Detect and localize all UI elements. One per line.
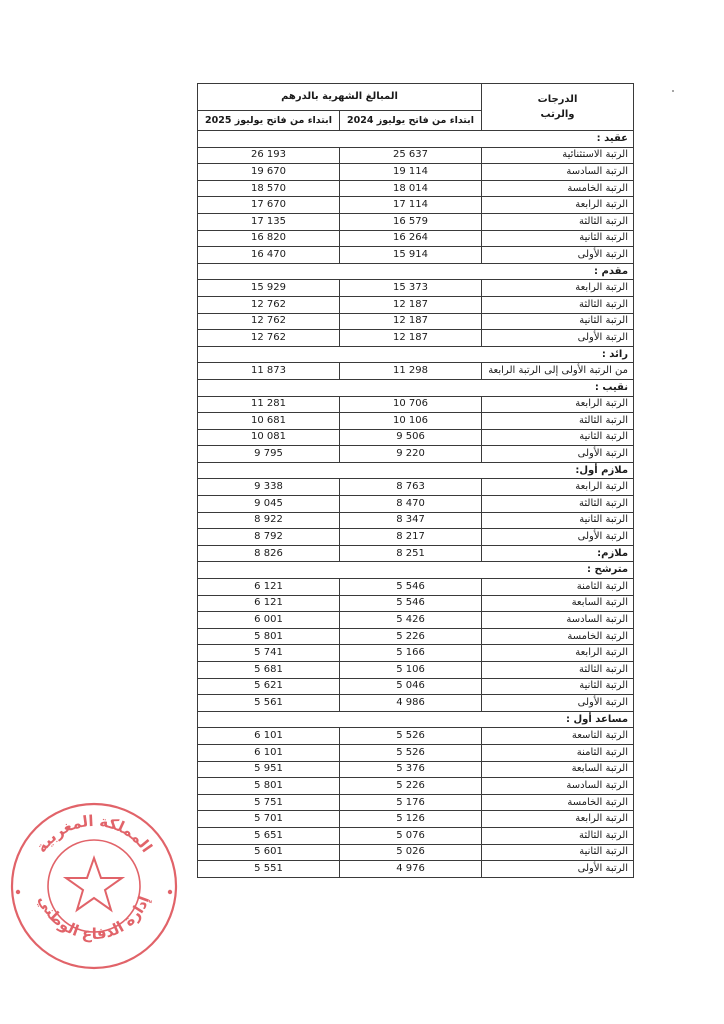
table-row (198, 695, 634, 712)
rank-label: الرتبة الرابعة (482, 645, 634, 662)
amount-2024: 5 526 (340, 744, 482, 761)
amount-2025: 10 081 (198, 429, 340, 446)
table-row (198, 545, 634, 562)
amount-2024: 5 026 (340, 844, 482, 861)
amount-2025: 12 762 (198, 330, 340, 347)
rank-label: الرتبة الثالثة (482, 496, 634, 513)
section-title: عقيد : (198, 131, 634, 148)
table-row (198, 180, 634, 197)
rank-label: الرتبة الأولى (482, 695, 634, 712)
section-header-row (198, 263, 634, 280)
rank-label: الرتبة السادسة (482, 612, 634, 629)
amount-2024: 25 637 (340, 147, 482, 164)
amount-2024: 15 373 (340, 280, 482, 297)
amount-2024: 8 217 (340, 529, 482, 546)
seal-top-text: المملكة المغربية (32, 811, 156, 856)
table-row (198, 728, 634, 745)
amount-2024: 5 226 (340, 778, 482, 795)
amount-2024: 5 046 (340, 678, 482, 695)
table-row (198, 296, 634, 313)
amount-2024: 4 986 (340, 695, 482, 712)
table-row (198, 429, 634, 446)
amount-2025: 5 551 (198, 861, 340, 878)
rank-label: الرتبة الرابعة (482, 197, 634, 214)
header-grades (482, 84, 634, 131)
table-row (198, 744, 634, 761)
amount-2024: 10 106 (340, 413, 482, 430)
amount-2025: 17 135 (198, 213, 340, 230)
amount-2024: 10 706 (340, 396, 482, 413)
table-row (198, 512, 634, 529)
rank-label: الرتبة الثامنة (482, 579, 634, 596)
section-title: مساعد أول : (198, 711, 634, 728)
amount-2025: 6 121 (198, 579, 340, 596)
rank-label: الرتبة الثانية (482, 429, 634, 446)
table-row (198, 247, 634, 264)
rank-label: الرتبة الرابعة (482, 280, 634, 297)
rank-label: الرتبة الثانية (482, 512, 634, 529)
seal-bottom-text: إدارة الدفاع الوطني (34, 892, 154, 944)
section-header-row (198, 346, 634, 363)
amount-2024: 12 187 (340, 296, 482, 313)
corner-mark (671, 78, 675, 82)
amount-2025: 8 922 (198, 512, 340, 529)
table-row (198, 628, 634, 645)
amount-2024: 9 220 (340, 446, 482, 463)
section-header-row (198, 131, 634, 148)
amount-2024: 8 470 (340, 496, 482, 513)
rank-label: الرتبة الثالثة (482, 296, 634, 313)
table-row (198, 213, 634, 230)
table-row (198, 313, 634, 330)
rank-label: الرتبة الأولى (482, 529, 634, 546)
section-title: رائد : (198, 346, 634, 363)
header-grade-line2: والرتب (540, 109, 575, 120)
table-row (198, 861, 634, 878)
star-seal-icon (66, 858, 122, 910)
amount-2025: 5 801 (198, 628, 340, 645)
amount-2025: 5 561 (198, 695, 340, 712)
amount-2025: 16 470 (198, 247, 340, 264)
table-row (198, 811, 634, 828)
rank-label: الرتبة الثامنة (482, 744, 634, 761)
amount-2025: 6 101 (198, 728, 340, 745)
amount-2024: 9 506 (340, 429, 482, 446)
rank-label: الرتبة الثالثة (482, 827, 634, 844)
table-row (198, 645, 634, 662)
table-row (198, 579, 634, 596)
rank-label: الرتبة الأولى (482, 446, 634, 463)
amount-2024: 4 976 (340, 861, 482, 878)
amount-2024: 5 166 (340, 645, 482, 662)
amount-2025: 10 681 (198, 413, 340, 430)
section-header-row (198, 711, 634, 728)
amount-2025: 26 193 (198, 147, 340, 164)
amount-2024: 11 298 (340, 363, 482, 380)
table-row (198, 363, 634, 380)
rank-label: الرتبة الثانية (482, 230, 634, 247)
rank-label: الرتبة الأولى (482, 247, 634, 264)
table-row (198, 147, 634, 164)
amount-2024: 16 264 (340, 230, 482, 247)
table-row (198, 396, 634, 413)
table-row (198, 761, 634, 778)
amount-2024: 8 347 (340, 512, 482, 529)
rank-label: الرتبة الخامسة (482, 180, 634, 197)
amount-2025: 5 601 (198, 844, 340, 861)
amount-2024: 12 187 (340, 313, 482, 330)
table-row (198, 612, 634, 629)
amount-2024: 5 546 (340, 579, 482, 596)
header-2025: ابتداء من فاتح يوليوز 2025 (198, 111, 340, 131)
amount-2025: 8 826 (198, 545, 340, 562)
amount-2024: 5 526 (340, 728, 482, 745)
table-row (198, 662, 634, 679)
amount-2024: 8 251 (340, 545, 482, 562)
amount-2025: 6 121 (198, 595, 340, 612)
amount-2024: 5 226 (340, 628, 482, 645)
section-title: مترشح : (198, 562, 634, 579)
section-header-row (198, 462, 634, 479)
amount-2025: 9 045 (198, 496, 340, 513)
amount-2024: 5 176 (340, 794, 482, 811)
table-row (198, 197, 634, 214)
amount-2025: 5 701 (198, 811, 340, 828)
amount-2024: 17 114 (340, 197, 482, 214)
amount-2025: 6 101 (198, 744, 340, 761)
table-body (198, 131, 634, 878)
rank-label: الرتبة السابعة (482, 761, 634, 778)
rank-label: الرتبة الثالثة (482, 662, 634, 679)
section-header-row (198, 379, 634, 396)
rank-label: الرتبة الخامسة (482, 628, 634, 645)
amount-2025: 5 741 (198, 645, 340, 662)
rank-label: الرتبة السادسة (482, 778, 634, 795)
amount-2025: 17 670 (198, 197, 340, 214)
amount-2025: 5 651 (198, 827, 340, 844)
rank-label: الرتبة الثانية (482, 844, 634, 861)
section-title: نقيب : (198, 379, 634, 396)
amount-2024: 19 114 (340, 164, 482, 181)
table-row (198, 827, 634, 844)
table-row (198, 280, 634, 297)
rank-label: الرتبة الثانية (482, 313, 634, 330)
table-row (198, 230, 634, 247)
table-row (198, 678, 634, 695)
section-header-row (198, 562, 634, 579)
section-title: ملازم أول: (198, 462, 634, 479)
amount-2025: 8 792 (198, 529, 340, 546)
amount-2024: 15 914 (340, 247, 482, 264)
rank-label: الرتبة الثالثة (482, 213, 634, 230)
table-row (198, 496, 634, 513)
amount-2025: 19 670 (198, 164, 340, 181)
official-seal (8, 800, 180, 972)
amount-2025: 5 801 (198, 778, 340, 795)
rank-label: الرتبة السادسة (482, 164, 634, 181)
table-row (198, 330, 634, 347)
header-amounts: المبالغ الشهرية بالدرهم (198, 84, 482, 111)
amount-2025: 5 951 (198, 761, 340, 778)
amount-2025: 16 820 (198, 230, 340, 247)
rank-label: الرتبة الأولى (482, 861, 634, 878)
seal-dot-right-icon (168, 890, 172, 894)
amount-2024: 5 126 (340, 811, 482, 828)
amount-2025: 9 338 (198, 479, 340, 496)
rank-label: الرتبة التاسعة (482, 728, 634, 745)
rank-label: الرتبة الاستثنائية (482, 147, 634, 164)
rank-label: الرتبة الرابعة (482, 396, 634, 413)
amount-2025: 11 281 (198, 396, 340, 413)
amount-2025: 15 929 (198, 280, 340, 297)
rank-label: الرتبة الأولى (482, 330, 634, 347)
table-row (198, 446, 634, 463)
amount-2024: 8 763 (340, 479, 482, 496)
amount-2024: 16 579 (340, 213, 482, 230)
amount-2024: 5 546 (340, 595, 482, 612)
seal-dot-left-icon (16, 890, 20, 894)
table-row (198, 794, 634, 811)
header-grade-line1: الدرجات (537, 94, 578, 105)
amount-2025: 12 762 (198, 296, 340, 313)
salary-table (197, 83, 634, 878)
amount-2025: 9 795 (198, 446, 340, 463)
amount-2025: 18 570 (198, 180, 340, 197)
amount-2025: 11 873 (198, 363, 340, 380)
amount-2025: 12 762 (198, 313, 340, 330)
rank-label: الرتبة الخامسة (482, 794, 634, 811)
table-row (198, 844, 634, 861)
table-row (198, 164, 634, 181)
amount-2025: 5 751 (198, 794, 340, 811)
amount-2024: 5 376 (340, 761, 482, 778)
rank-label: الرتبة الرابعة (482, 479, 634, 496)
amount-2025: 5 681 (198, 662, 340, 679)
amount-2024: 12 187 (340, 330, 482, 347)
amount-2024: 5 076 (340, 827, 482, 844)
header-2024: ابتداء من فاتح يوليوز 2024 (340, 111, 482, 131)
table-row (198, 479, 634, 496)
table-row (198, 529, 634, 546)
section-title: مقدم : (198, 263, 634, 280)
amount-2024: 18 014 (340, 180, 482, 197)
rank-label: الرتبة الرابعة (482, 811, 634, 828)
rank-label: ملازم: (482, 545, 634, 562)
amount-2025: 6 001 (198, 612, 340, 629)
amount-2025: 5 621 (198, 678, 340, 695)
amount-2024: 5 106 (340, 662, 482, 679)
rank-label: الرتبة السابعة (482, 595, 634, 612)
rank-label: الرتبة الثالثة (482, 413, 634, 430)
table-row (198, 595, 634, 612)
rank-label: الرتبة الثانية (482, 678, 634, 695)
table-row (198, 413, 634, 430)
table-row (198, 778, 634, 795)
rank-label: من الرتبة الأولى إلى الرتبة الرابعة (482, 363, 634, 380)
amount-2024: 5 426 (340, 612, 482, 629)
